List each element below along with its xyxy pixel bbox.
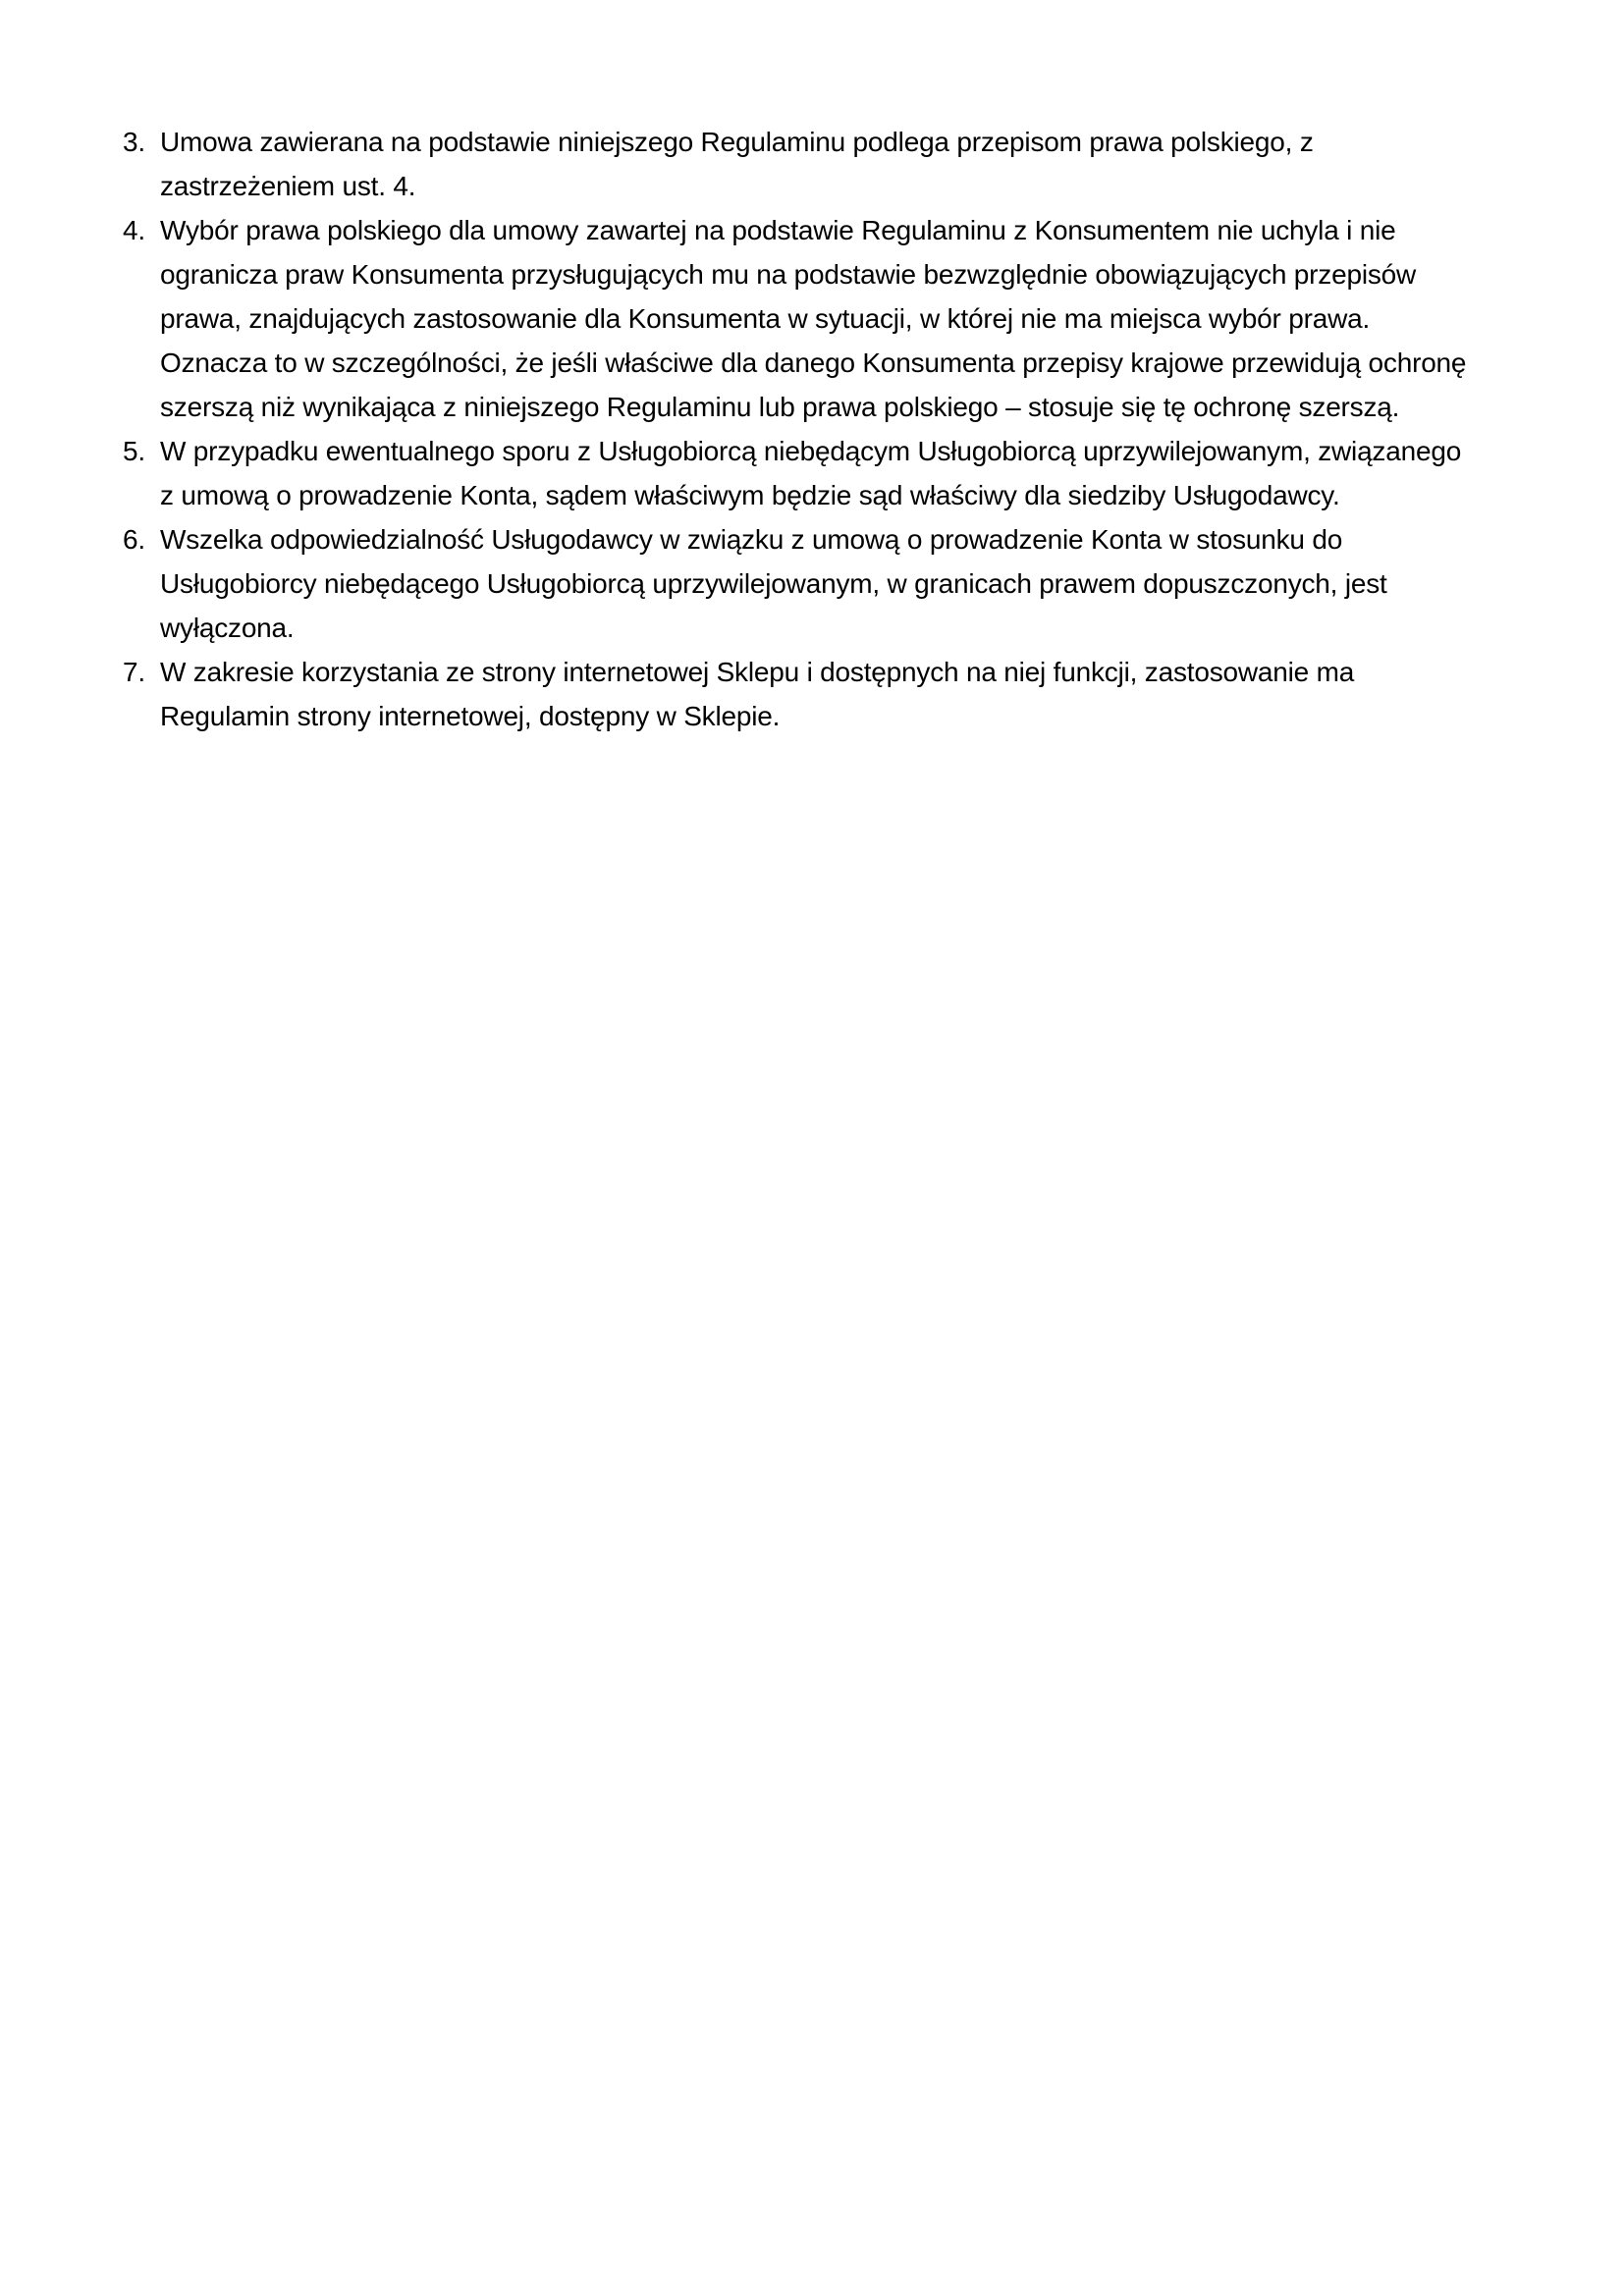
list-item-number: 4. — [123, 215, 145, 245]
list-item-text: Wszelka odpowiedzialność Usługodawcy w związku z umową o prowadzenie Konta w stosunku do Usługobiorcy niebędącego Usługobiorcą uprzywilejowanym, w granicach prawem dopuszczonych, jest wyłączona. — [160, 524, 1387, 643]
list-item-number: 5. — [123, 436, 145, 466]
list-item — [123, 650, 1473, 738]
list-item — [123, 429, 1473, 517]
list-item-text: W zakresie korzystania ze strony internetowej Sklepu i dostępnych na niej funkcji, zastosowanie ma Regulamin strony internetowej, dostępny w Sklepie. — [160, 657, 1355, 731]
list-item — [123, 517, 1473, 650]
terms-ordered-list — [123, 120, 1473, 738]
list-item-number: 6. — [123, 524, 145, 555]
list-item — [123, 208, 1473, 429]
list-item-number: 7. — [123, 657, 145, 687]
document-content — [123, 120, 1473, 738]
list-item-text: W przypadku ewentualnego sporu z Usługobiorcą niebędącym Usługobiorcą uprzywilejowanym, związanego z umową o prowadzenie Konta, sądem właściwym będzie sąd właściwy dla siedziby Usługodawcy. — [160, 436, 1462, 510]
list-item-text: Wybór prawa polskiego dla umowy zawartej na podstawie Regulaminu z Konsumentem nie uchyla i nie ogranicza praw Konsumenta przysługujących mu na podstawie bezwzględnie obowiązujących przepisów prawa, znajdujących zastosowanie dla Konsumenta w sytuacji, w której nie ma miejsca wybór prawa. Oznacza to w szczególności, że jeśli właściwe dla danego Konsumenta przepisy krajowe przewidują ochronę szerszą niż wynikająca z niniejszego Regulaminu lub prawa polskiego – stosuje się tę ochronę szerszą. — [160, 215, 1467, 422]
list-item — [123, 120, 1473, 208]
list-item-number: 3. — [123, 127, 145, 157]
list-item-text: Umowa zawierana na podstawie niniejszego Regulaminu podlega przepisom prawa polskiego, z zastrzeżeniem ust. 4. — [160, 127, 1314, 201]
